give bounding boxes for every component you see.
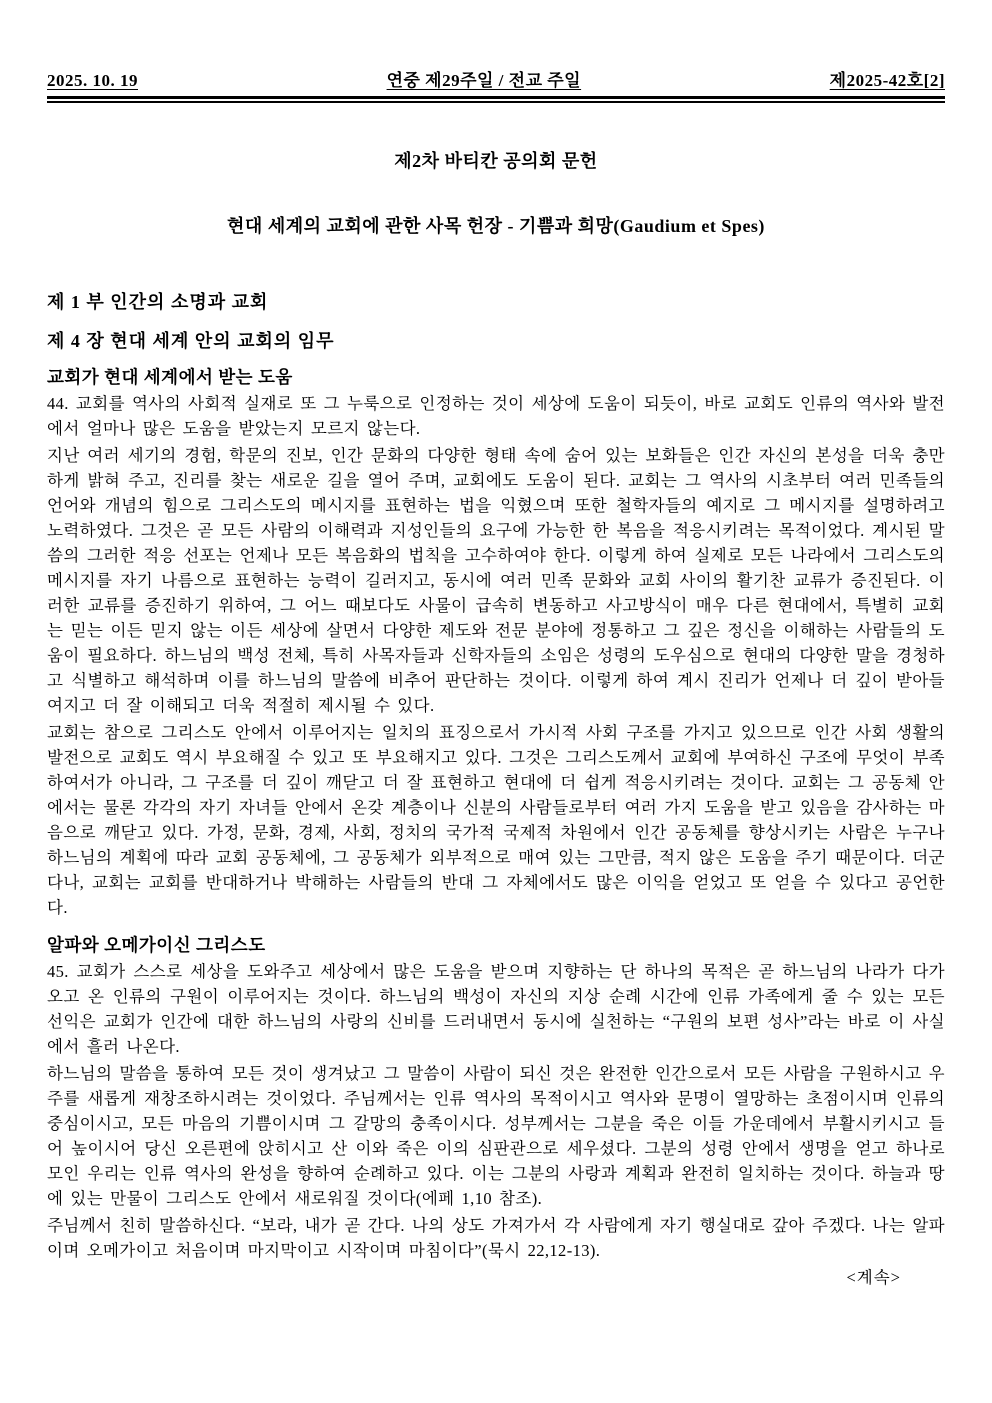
paragraph-44-3: 교회는 참으로 그리스도 안에서 이루어지는 일치의 표징으로서 가시적 사회 구조를 가지고 있으므로 인간 사회 생활의 발전으로 교회도 역시 부요해질 수 있고 또 부요해지고 있다. 그것은 그리스도께서 교회에 부여하신 구조에 무엇이 부족하여서가 아니라, 그 구조를 더 깊이 깨닫고 더 잘 표현하고 현대에 더 쉽게 적응시키려는 것이다. 교회는 그 공동체 안에서는 물론 각각의 자기 자녀들 안에서 온갖 계층이나 신분의 사람들로부터 여러 가지 도움을 받고 있음을 감사하는 마음으로 깨닫고 있다. 가정, 문화, 경제, 사회, 정치의 국가적 국제적 차원에서 인간 공동체를 향상시키는 사람은 누구나 하느님의 계획에 따라 교회 공동체에, 그 공동체가 외부적으로 매여 있는 그만큼, 적지 않은 도움을 주기 때문이다. 더군다나, 교회는 교회를 반대하거나 박해하는 사람들의 반대 그 자체에서도 많은 이익을 얻었고 또 얻을 수 있다고 공언한다. <box>47 723 945 917</box>
paragraph-45-3: 주님께서 친히 말씀하신다. “보라, 내가 곧 간다. 나의 상도 가져가서 각 사람에게 자기 행실대로 갚아 주겠다. 나는 알파이며 오메가이고 처음이며 마지막이고 시작이며 마침이다”(묵시 22,12-13). <box>47 1216 945 1260</box>
masthead-date: 2025. 10. 19 <box>47 71 138 90</box>
continued-marker: <계속> <box>846 1268 901 1287</box>
chapter-heading: 제 4 장 현대 세계 안의 교회의 임무 <box>47 331 335 351</box>
article-44 <box>47 391 945 920</box>
masthead <box>47 0 945 91</box>
paragraph-44-1: 44. 교회를 역사의 사회적 실재로 또 그 누룩으로 인정하는 것이 세상에 도움이 되듯이, 바로 교회도 인류의 역사와 발전에서 얼마나 많은 도움을 받았는지 모르지 않는다. <box>47 394 945 438</box>
section-heading-help: 교회가 현대 세계에서 받는 도움 <box>47 367 293 387</box>
section-heading-alpha-omega: 알파와 오메가이신 그리스도 <box>47 935 266 955</box>
paragraph-45-1: 45. 교회가 스스로 세상을 도와주고 세상에서 많은 도움을 받으며 지향하는 단 하나의 목적은 곧 하느님의 나라가 다가오고 온 인류의 구원이 이루어지는 것이다. 하느님의 백성이 자신의 지상 순례 시간에 인류 가족에게 줄 수 있는 모든 선익은 교회가 인간에 대한 하느님의 사랑의 신비를 드러내면서 동시에 실천하는 “구원의 보편 성사”라는 바로 이 사실에서 흘러 나온다. <box>47 962 945 1056</box>
paragraph-45-2: 하느님의 말씀을 통하여 모든 것이 생겨났고 그 말씀이 사람이 되신 것은 완전한 인간으로서 모든 사람을 구원하시고 우주를 새롭게 재창조하시려는 것이었다. 주님께서는 인류 역사의 목적이시고 역사와 문명이 열망하는 초점이시며 인류의 중심이시고, 모든 마음의 기쁨이시며 그 갈망의 충족이시다. 성부께서는 그분을 죽은 이들 가운데에서 부활시키시고 들어 높이시어 당신 오른편에 앉히시고 산 이와 죽은 이의 심판관으로 세우셨다. 그분의 성령 안에서 생명을 얻고 하나로 모인 우리는 인류 역사의 완성을 향하여 순례하고 있다. 이는 그분의 사랑과 계획과 완전히 일치하는 것이다. 하늘과 땅에 있는 만물이 그리스도 안에서 새로워질 것이다(에페 1,10 참조). <box>47 1064 945 1208</box>
masthead-divider <box>47 96 945 103</box>
document-title: 제2차 바티칸 공의회 문헌 <box>394 151 598 171</box>
article-45 <box>47 959 945 1263</box>
document-subtitle: 현대 세계의 교회에 관한 사목 헌장 - 기쁨과 희망(Gaudium et Spes) <box>227 216 765 236</box>
paragraph-44-2: 지난 여러 세기의 경험, 학문의 진보, 인간 문화의 다양한 형태 속에 숨어 있는 보화들은 인간 자신의 본성을 더욱 충만하게 밝혀 주고, 진리를 찾는 새로운 길을 열어 주며, 교회에도 도움이 된다. 교회는 그 역사의 시초부터 여러 민족들의 언어와 개념의 힘으로 그리스도의 메시지를 표현하는 법을 익혔으며 또한 철학자들의 예지로 그 메시지를 설명하려고 노력하였다. 그것은 곧 모든 사람의 이해력과 지성인들의 요구에 가능한 한 복음을 적응시키려는 목적이었다. 계시된 말씀의 그러한 적응 선포는 언제나 모든 복음화의 법칙을 고수하여야 한다. 이렇게 하여 실제로 모든 나라에서 그리스도의 메시지를 자기 나름으로 표현하는 능력이 길러지고, 동시에 여러 민족 문화와 교회 사이의 활기찬 교류가 증진된다. 이러한 교류를 증진하기 위하여, 그 어느 때보다도 사물이 급속히 변동하고 사고방식이 매우 다른 현대에서, 특별히 교회는 믿는 이든 믿지 않는 이든 세상에 살면서 다양한 제도와 전문 분야에 정통하고 그 깊은 정신을 이해하는 사람들의 도움이 필요하다. 하느님의 백성 전체, 특히 사목자들과 신학자들의 소임은 성령의 도우심으로 현대의 다양한 말을 경청하고 식별하고 해석하며 이를 하느님의 말씀에 비추어 판단하는 것이다. 이렇게 하여 계시 진리가 언제나 더 깊이 받아들여지고 더 잘 이해되고 더욱 적절히 제시될 수 있다. <box>47 446 945 715</box>
masthead-sunday-title: 연중 제29주일 / 전교 주일 <box>386 71 582 90</box>
masthead-issue-number: 제2025-42호[2] <box>829 71 945 90</box>
part-heading: 제 1 부 인간의 소명과 교회 <box>47 292 269 312</box>
